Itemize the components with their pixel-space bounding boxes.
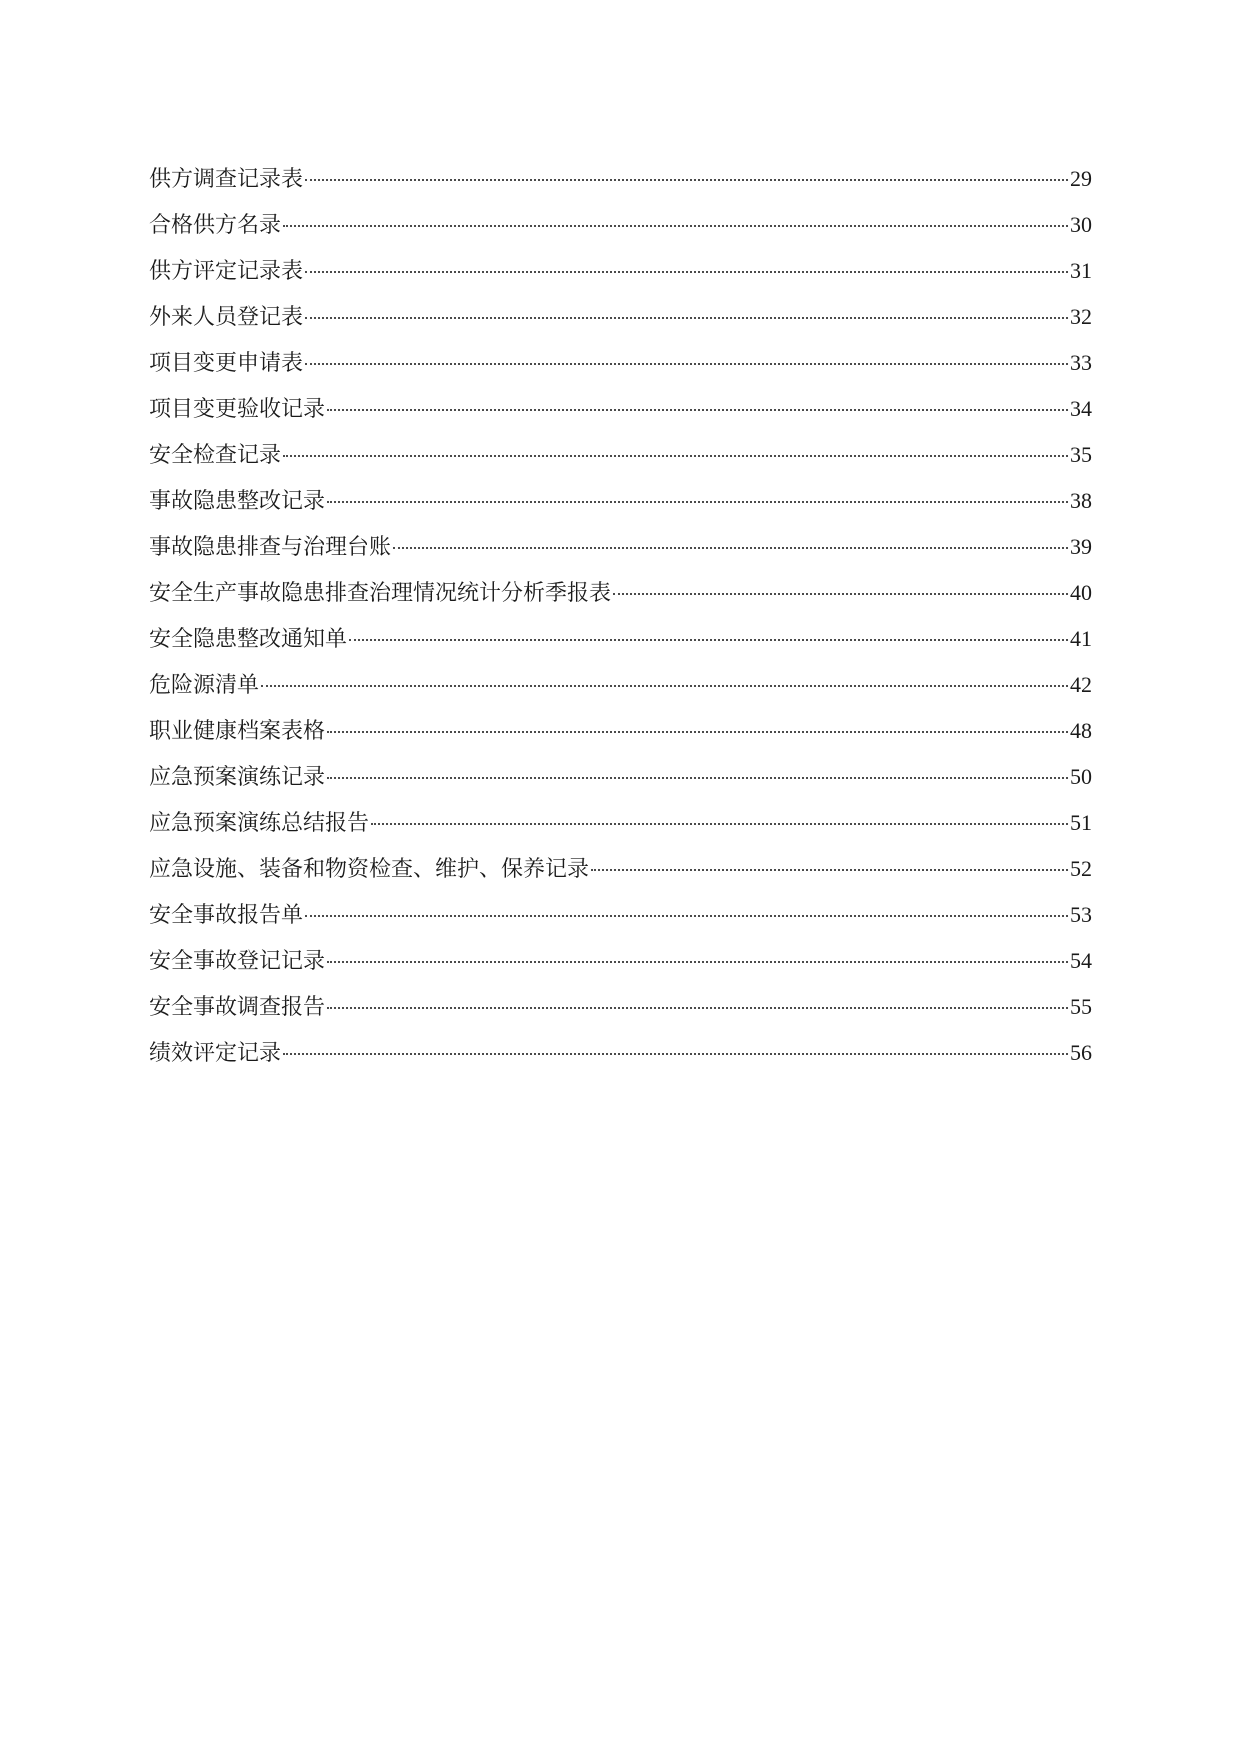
dot-leader — [283, 455, 1068, 457]
toc-entry[interactable] — [149, 984, 1092, 1030]
dot-leader — [327, 731, 1068, 733]
toc-entry-title: 安全隐患整改通知单 — [149, 627, 348, 652]
toc-entry[interactable] — [149, 386, 1092, 432]
dot-leader — [613, 593, 1068, 595]
toc-entry[interactable] — [149, 616, 1092, 662]
toc-entry[interactable] — [149, 1030, 1092, 1076]
toc-entry[interactable] — [149, 892, 1092, 938]
toc-entry[interactable] — [149, 800, 1092, 846]
dot-leader — [349, 639, 1068, 641]
toc-entry-page: 53 — [1070, 902, 1092, 927]
toc-entry-page: 56 — [1070, 1040, 1092, 1065]
toc-entry[interactable] — [149, 754, 1092, 800]
toc-entry-title: 安全事故登记记录 — [149, 949, 326, 974]
toc-entry-page: 29 — [1070, 166, 1092, 191]
dot-leader — [327, 409, 1068, 411]
toc-entry-page: 32 — [1070, 304, 1092, 329]
dot-leader — [283, 1053, 1068, 1055]
toc-entry-page: 55 — [1070, 994, 1092, 1019]
toc-entry[interactable] — [149, 570, 1092, 616]
toc-entry-page: 38 — [1070, 488, 1092, 513]
toc-entry-title: 职业健康档案表格 — [149, 719, 326, 744]
toc-entry-page: 50 — [1070, 764, 1092, 789]
toc-entry-title: 应急预案演练总结报告 — [149, 811, 370, 836]
dot-leader — [305, 179, 1068, 181]
toc-entry-page: 33 — [1070, 350, 1092, 375]
toc-entry[interactable] — [149, 248, 1092, 294]
dot-leader — [261, 685, 1068, 687]
dot-leader — [327, 501, 1068, 503]
toc-entry-title: 供方评定记录表 — [149, 259, 304, 284]
dot-leader — [393, 547, 1068, 549]
toc-entry-title: 项目变更验收记录 — [149, 397, 326, 422]
toc-entry-page: 40 — [1070, 580, 1092, 605]
toc-entry-title: 事故隐患排查与治理台账 — [149, 535, 392, 560]
toc-entry-title: 合格供方名录 — [149, 213, 282, 238]
toc-entry-page: 48 — [1070, 718, 1092, 743]
table-of-contents — [149, 156, 1092, 1076]
toc-entry-title: 危险源清单 — [149, 673, 260, 698]
toc-entry-title: 供方调查记录表 — [149, 167, 304, 192]
dot-leader — [591, 869, 1068, 871]
toc-entry[interactable] — [149, 662, 1092, 708]
dot-leader — [305, 915, 1068, 917]
toc-entry-title: 外来人员登记表 — [149, 305, 304, 330]
toc-entry-title: 安全事故调查报告 — [149, 995, 326, 1020]
toc-entry-title: 项目变更申请表 — [149, 351, 304, 376]
toc-entry-title: 事故隐患整改记录 — [149, 489, 326, 514]
toc-entry[interactable] — [149, 340, 1092, 386]
toc-entry[interactable] — [149, 202, 1092, 248]
dot-leader — [305, 317, 1068, 319]
toc-entry-page: 31 — [1070, 258, 1092, 283]
dot-leader — [371, 823, 1068, 825]
toc-entry-title: 安全事故报告单 — [149, 903, 304, 928]
toc-entry-page: 41 — [1070, 626, 1092, 651]
toc-entry-page: 34 — [1070, 396, 1092, 421]
toc-entry[interactable] — [149, 478, 1092, 524]
dot-leader — [305, 363, 1068, 365]
toc-entry[interactable] — [149, 938, 1092, 984]
toc-entry-title: 安全生产事故隐患排查治理情况统计分析季报表 — [149, 581, 612, 606]
dot-leader — [327, 961, 1068, 963]
dot-leader — [327, 1007, 1068, 1009]
toc-entry-page: 30 — [1070, 212, 1092, 237]
toc-entry[interactable] — [149, 846, 1092, 892]
toc-entry-title: 安全检查记录 — [149, 443, 282, 468]
toc-entry-title: 应急设施、装备和物资检查、维护、保养记录 — [149, 857, 590, 882]
toc-entry-page: 52 — [1070, 856, 1092, 881]
toc-entry[interactable] — [149, 156, 1092, 202]
dot-leader — [327, 777, 1068, 779]
toc-entry-page: 42 — [1070, 672, 1092, 697]
dot-leader — [283, 225, 1068, 227]
dot-leader — [305, 271, 1068, 273]
toc-entry[interactable] — [149, 294, 1092, 340]
toc-entry[interactable] — [149, 708, 1092, 754]
toc-entry-page: 51 — [1070, 810, 1092, 835]
toc-entry-page: 54 — [1070, 948, 1092, 973]
toc-entry-page: 39 — [1070, 534, 1092, 559]
toc-entry-page: 35 — [1070, 442, 1092, 467]
toc-entry[interactable] — [149, 524, 1092, 570]
toc-entry-title: 绩效评定记录 — [149, 1041, 282, 1066]
toc-entry-title: 应急预案演练记录 — [149, 765, 326, 790]
toc-entry[interactable] — [149, 432, 1092, 478]
